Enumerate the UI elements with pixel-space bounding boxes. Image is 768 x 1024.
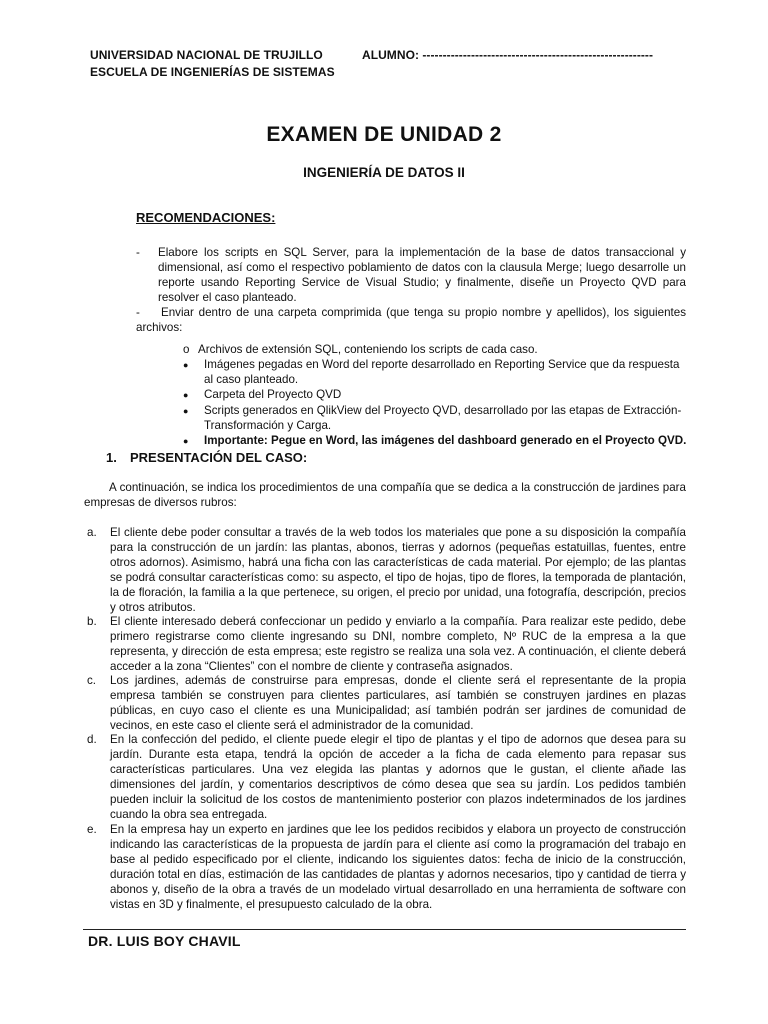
- item-marker: d.: [87, 733, 97, 746]
- case-item-e: [88, 823, 686, 912]
- file-item-qvd-folder: Carpeta del Proyecto QVD: [204, 388, 342, 401]
- item-marker: a.: [87, 526, 97, 539]
- item-text: Los jardines, además de construirse para empresas, donde el cliente será el representante de la propia empresa también se construyen para clientes particulares, así también se construyen jardines en plazas públicas, en cuyo caso el cliente es una Municipalidad; así también podrán ser jardines de comunidad de vecinos, en este caso el cliente será el administrador de la comunidad.: [110, 674, 686, 732]
- bullet-dot: ●: [183, 436, 189, 446]
- exam-title: EXAMEN DE UNIDAD 2: [266, 123, 502, 146]
- footer-author: DR. LUIS BOY CHAVIL: [88, 933, 241, 949]
- item-text: El cliente debe poder consultar a través de la web todos los materiales que pone a su disposición la compañía para la construcción de un jardín: las plantas, abonos, tierras y adornos (pequeñas estatuillas, fuentes, entre otros adornos). Asimismo, habrá una ficha con las características de cada material. Por ejemplo; de las plantas se podrá consultar características como: su aspecto, el tipo de hojas, tipo de flores, la temporada de plantación, la de floración, la familia a la que pertenece, su origen, el precio por unidad, una fotografía, descripción, precios y otros atributos.: [110, 526, 686, 614]
- recommendations-heading: RECOMENDACIONES:: [136, 210, 276, 225]
- important-note: Importante: Pegue en Word, las imágenes del dashboard generado en el Proyecto QVD.: [204, 434, 687, 447]
- footer-rule: [83, 929, 686, 930]
- item-text: El cliente interesado deberá confeccionar un pedido y enviarlo a la compañía. Para realizar este pedido, debe primero registrarse como cliente ingresando su DNI, nombre completo, Nº RUC de la empresa a la que representa, y dirección de esta empresa; este registro se realiza una sola vez. A continuación, el cliente deberá acceder a la zona “Clientes” con el nombre de cliente y contraseña asignados.: [110, 615, 686, 673]
- section-heading: PRESENTACIÓN DEL CASO:: [130, 450, 308, 465]
- bullet-dot: ●: [183, 390, 189, 400]
- bullet-dot: ●: [183, 406, 189, 416]
- section-number: 1.: [106, 450, 117, 465]
- section-intro: A continuación, se indica los procedimientos de una compañía que se dedica a la construcción de jardines para empresas de diversos rubros:: [84, 481, 686, 509]
- item-marker: b.: [87, 615, 97, 628]
- case-item-a: [88, 526, 686, 615]
- item-marker: e.: [87, 823, 97, 836]
- case-item-b: [88, 615, 686, 675]
- course-name: INGENIERÍA DE DATOS II: [303, 165, 465, 180]
- file-item-images: Imágenes pegadas en Word del reporte desarrollado en Reporting Service que da respuesta al caso planteado.: [204, 358, 680, 386]
- student-field: ALUMNO: ---------------------------------------------------------: [362, 48, 654, 62]
- file-item-sql: Archivos de extensión SQL, conteniendo los scripts de cada caso.: [198, 343, 538, 356]
- item-text: En la empresa hay un experto en jardines que lee los pedidos recibidos y elabora un proyecto de construcción indicando las características de la propuesta de jardín para el cliente así como la programación del trabajo en base al pedido especificado por el cliente, indicando los siguientes datos: fecha de inicio de la construcción, duración total en días, estimación de las cantidades de plantas y adornos necesarios, tipo y cantidad de tierra y abonos y, diseño de la obra a través de un modelado virtual desarrollado en una herramienta de software con vistas en 3D y finalmente, el presupuesto calculado de la obra.: [110, 823, 686, 911]
- dash-marker: -: [136, 246, 140, 259]
- item-marker: c.: [87, 674, 97, 687]
- recommendation-item-2: Enviar dentro de una carpeta comprimida (que tenga su propio nombre y apellidos), los siguientes archivos:: [136, 306, 686, 334]
- case-item-c: [88, 674, 686, 734]
- bullet-circle: o: [183, 343, 190, 356]
- bullet-dot: ●: [183, 360, 189, 370]
- university-name: UNIVERSIDAD NACIONAL DE TRUJILLO: [90, 48, 323, 62]
- school-name: ESCUELA DE INGENIERÍAS DE SISTEMAS: [90, 65, 335, 79]
- case-item-d: [88, 733, 686, 822]
- recommendation-item-1: Elabore los scripts en SQL Server, para la implementación de la base de datos transaccional y dimensional, así como el respectivo poblamiento de datos con la clausula Merge; luego desarrolle un reporte usando Reporting Service de Visual Studio; y finalmente, diseñe un Proyecto QVD para resolver el caso planteado.: [158, 246, 686, 304]
- file-item-scripts: Scripts generados en QlikView del Proyecto QVD, desarrollado por las etapas de Extracción-Transformación y Carga.: [204, 404, 682, 432]
- dash-marker: -: [136, 306, 140, 319]
- item-text: En la confección del pedido, el cliente puede elegir el tipo de plantas y el tipo de adornos que desea para su jardín. Durante esta etapa, tendrá la opción de acceder a la ficha de cada elemento para repasar sus características particulares. Una vez elegida las plantas y adornos que le gustan, el cliente añade las dimensiones del jardín, y comentarios descriptivos de cómo desea que sea su jardín. Los pedidos también pueden incluir la solicitud de los costos de mantenimiento posterior con plazos indeterminados de los jardines cuando la obra sea entregada.: [110, 733, 686, 821]
